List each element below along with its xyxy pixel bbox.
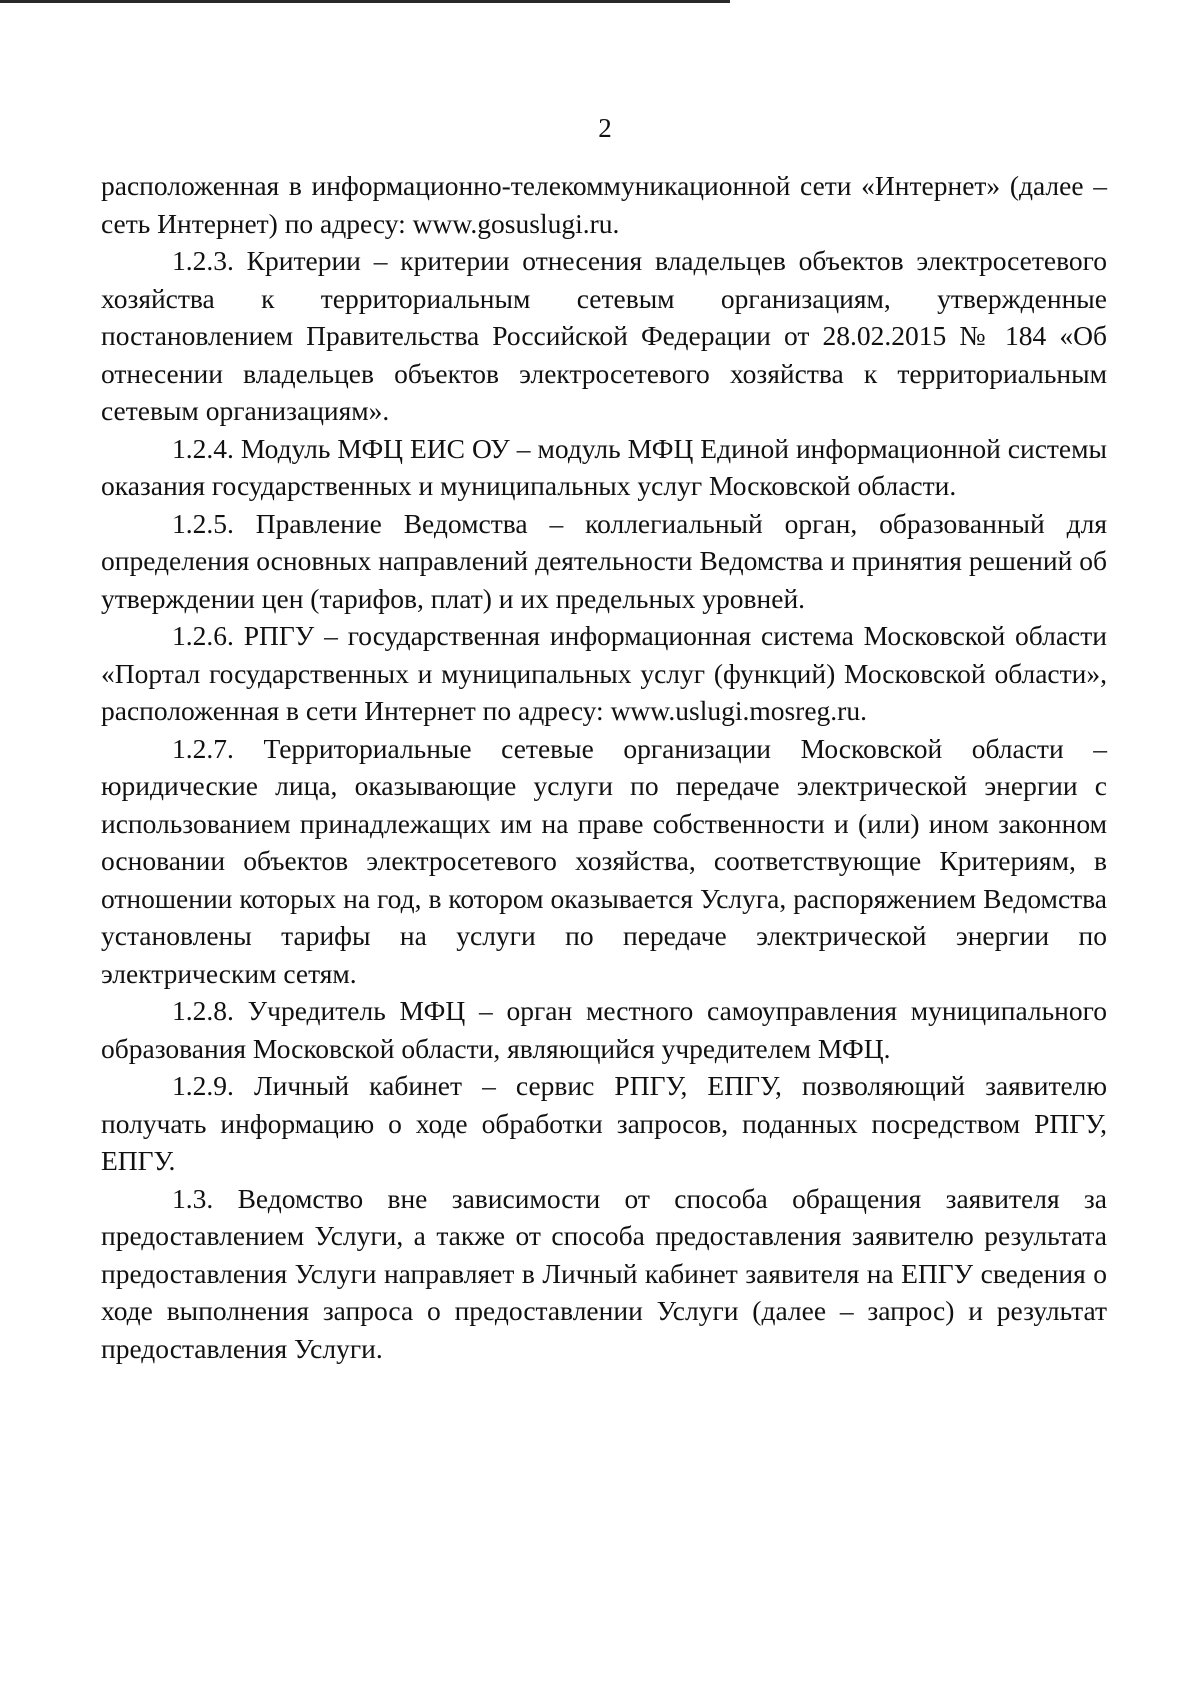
paragraph-1-2-7: 1.2.7. Территориальные сетевые организации Московской области – юридические лица, оказывающие услуги по передаче электрической энергии с использованием принадлежащих им на праве собственности и (или) ином законном основании объектов электросетевого хозяйства, соответствующие Критериям, в отношении которых на год, в котором оказывается Услуга, распоряжением Ведомства установлены тарифы на услуги по передаче электрической энергии по электрическим сетям. [101,732,1107,989]
paragraph-1-2-8: 1.2.8. Учредитель МФЦ – орган местного самоуправления муниципального образования Московской области, являющийся учредителем МФЦ. [101,995,1107,1064]
paragraph-1-2-4: 1.2.4. Модуль МФЦ ЕИС ОУ – модуль МФЦ Единой информационной системы оказания государственных и муниципальных услуг Московской области. [101,432,1107,501]
paragraph-1-2-3: 1.2.3. Критерии – критерии отнесения владельцев объектов электросетевого хозяйства к территориальным сетевым организациям, утвержденные постановлением Правительства Российской Федерации от 28.02.2015 № 184 «Об отнесении владельцев объектов электросетевого хозяйства к территориальным сетевым организациям». [101,245,1107,426]
page-number: 2 [598,113,612,143]
paragraph-1-2-5: 1.2.5. Правление Ведомства – коллегиальный орган, образованный для определения основных направлений деятельности Ведомства и принятия решений об утверждении цен (тарифов, плат) и их предельных уровней. [101,507,1107,614]
paragraph-1-2-6: 1.2.6. РПГУ – государственная информационная система Московской области «Портал государственных и муниципальных услуг (функций) Московской области», расположенная в сети Интернет по адресу: www.uslugi.mosreg.ru. [101,620,1107,726]
paragraph-1-3: 1.3. Ведомство вне зависимости от способа обращения заявителя за предоставлением Услуги, а также от способа предоставления заявителю результата предоставления Услуги направляет в Личный кабинет заявителя на ЕПГУ сведения о ходе выполнения запроса о предоставлении Услуги (далее – запрос) и результат предоставления Услуги. [101,1182,1107,1364]
document-body [101,167,1107,1367]
paragraph-1-2-9: 1.2.9. Личный кабинет – сервис РПГУ, ЕПГУ, позволяющий заявителю получать информацию о ходе обработки запросов, поданных посредством РПГУ, ЕПГУ. [101,1070,1107,1176]
scan-edge-line [0,0,730,3]
paragraph-continuation: расположенная в информационно-телекоммуникационной сети «Интернет» (далее – сеть Интернет) по адресу: www.gosuslugi.ru. [101,170,1107,239]
